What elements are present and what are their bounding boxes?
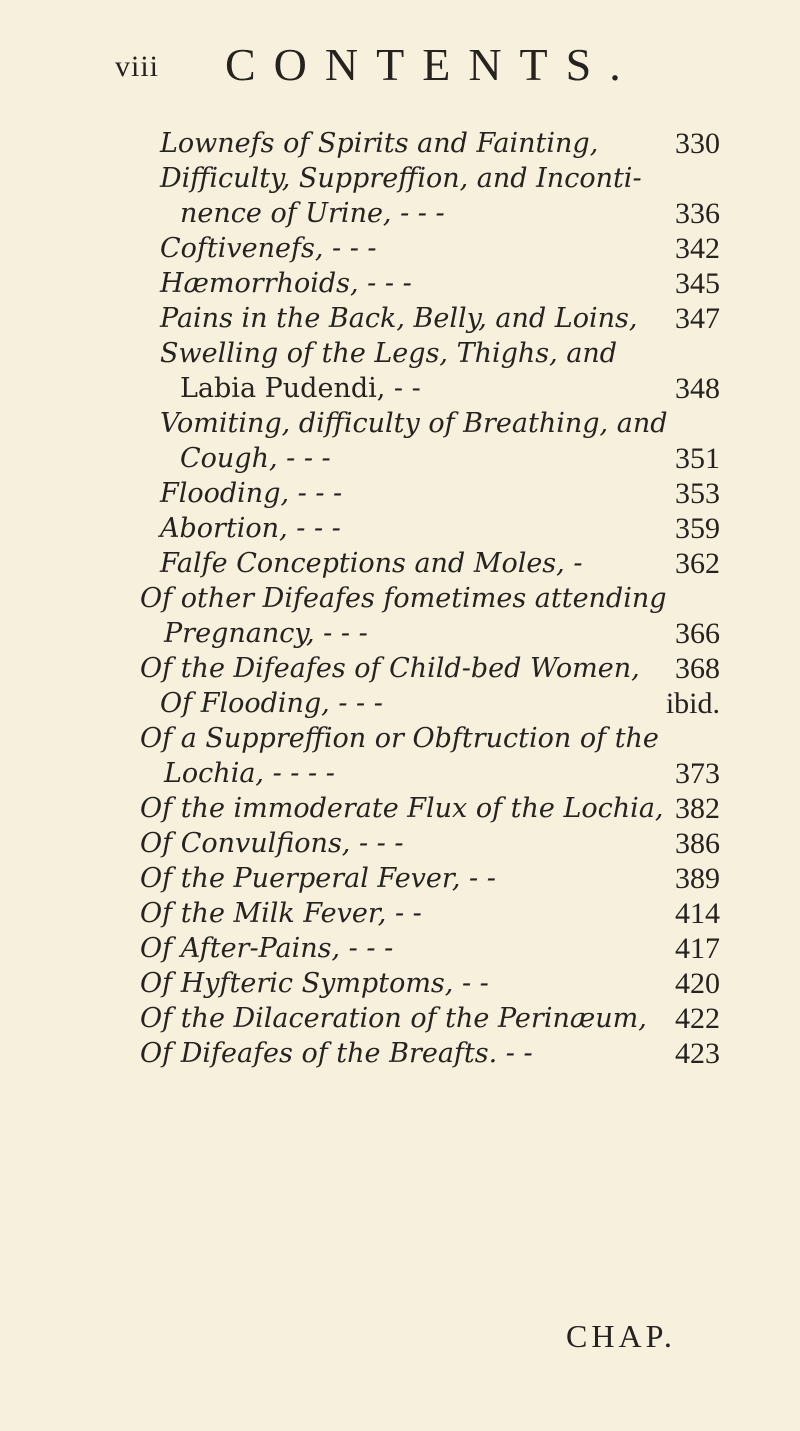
toc-page-number: 368 xyxy=(675,652,720,685)
toc-entry-text: Flooding, - - - xyxy=(160,478,343,509)
toc-page-number: 366 xyxy=(675,617,720,650)
toc-entry-text: Labia Pudendi, - - xyxy=(180,373,421,404)
toc-entry xyxy=(140,966,720,1001)
toc-entry xyxy=(140,126,720,161)
toc-entry xyxy=(140,406,720,476)
toc-page-number: ibid. xyxy=(665,687,720,720)
toc-entry xyxy=(140,651,720,686)
toc-entry-text: Of the Dilaceration of the Perinæum, xyxy=(140,1003,647,1034)
catchword: CHAP. xyxy=(566,1318,676,1354)
toc-entry xyxy=(140,546,720,581)
running-title: CONTENTS. xyxy=(225,39,639,90)
toc-entry-text: Lochia, - - - - xyxy=(164,758,335,789)
toc-entry-text: Of Difeafes of the Breafts. - - xyxy=(140,1038,533,1069)
page-folio: viii xyxy=(115,50,160,83)
toc-page-number: 336 xyxy=(675,197,720,230)
toc-entry xyxy=(140,301,720,336)
toc-page-number: 420 xyxy=(675,967,720,1000)
toc-entry xyxy=(140,791,720,826)
toc-entry-text: Difficulty, Suppreffion, and Inconti- xyxy=(160,163,642,194)
toc-page-number: 330 xyxy=(675,127,720,160)
toc-entry-text: Falfe Conceptions and Moles, - xyxy=(160,548,583,579)
toc-entry xyxy=(140,476,720,511)
toc-entry xyxy=(140,336,720,406)
toc-entry-text: Hæmorrhoids, - - - xyxy=(160,268,412,299)
toc-entry-text: Cough, - - - xyxy=(180,443,331,474)
toc-entry xyxy=(140,861,720,896)
toc-entry-text: nence of Urine, - - - xyxy=(180,198,445,229)
toc-entry xyxy=(140,721,720,791)
toc-entry-text: Lownefs of Spirits and Fainting, xyxy=(160,128,599,159)
toc-entry-text: Pains in the Back, Belly, and Loins, xyxy=(160,303,638,334)
toc-entry-text: Pregnancy, - - - xyxy=(164,618,368,649)
toc-entry xyxy=(140,581,720,651)
toc-entry-text: Abortion, - - - xyxy=(160,513,341,544)
toc-entry xyxy=(140,231,720,266)
toc-entry-text: Of the Milk Fever, - - xyxy=(140,898,422,929)
toc-entry-text: Coftivenefs, - - - xyxy=(160,233,377,264)
toc-page-number: 347 xyxy=(675,302,720,335)
toc-entry-text: Of Hyfteric Symptoms, - - xyxy=(140,968,489,999)
toc-page-number: 345 xyxy=(675,267,720,300)
toc-page-number: 353 xyxy=(675,477,720,510)
toc-page-number: 414 xyxy=(675,897,720,930)
table-of-contents xyxy=(140,126,720,1071)
toc-entry-text: Of Convulfions, - - - xyxy=(140,828,404,859)
toc-entry xyxy=(140,1036,720,1071)
toc-entry xyxy=(140,1001,720,1036)
toc-page-number: 351 xyxy=(675,442,720,475)
toc-entry xyxy=(140,896,720,931)
toc-entry-text: Of the Puerperal Fever, - - xyxy=(140,863,496,894)
toc-entry-text: Of After-Pains, - - - xyxy=(140,933,394,964)
toc-entry xyxy=(140,511,720,546)
toc-entry xyxy=(140,161,720,231)
toc-page-number: 382 xyxy=(675,792,720,825)
toc-page-number: 423 xyxy=(675,1037,720,1070)
toc-entry xyxy=(140,826,720,861)
toc-page-number: 348 xyxy=(675,372,720,405)
toc-page-number: 373 xyxy=(675,757,720,790)
toc-entry-text: Of a Suppreffion or Obftruction of the xyxy=(140,723,659,754)
toc-page-number: 389 xyxy=(675,862,720,895)
toc-entry-text: Of other Difeafes fometimes attending xyxy=(140,583,667,614)
toc-entry-text: Swelling of the Legs, Thighs, and xyxy=(160,338,618,369)
toc-entry-text: Of the immoderate Flux of the Lochia, xyxy=(140,793,664,824)
toc-page-number: 359 xyxy=(675,512,720,545)
toc-entry-text: Vomiting, difficulty of Breathing, and xyxy=(160,408,668,439)
toc-entry-text: Of the Difeafes of Child-bed Women, xyxy=(140,653,640,684)
toc-page-number: 422 xyxy=(675,1002,720,1035)
toc-page-number: 386 xyxy=(675,827,720,860)
toc-entry xyxy=(140,931,720,966)
toc-entry xyxy=(140,686,720,721)
toc-page-number: 342 xyxy=(675,232,720,265)
toc-page-number: 417 xyxy=(675,932,720,965)
toc-page-number: 362 xyxy=(675,547,720,580)
toc-entry xyxy=(140,266,720,301)
toc-entry-text: Of Flooding, - - - xyxy=(160,688,383,719)
